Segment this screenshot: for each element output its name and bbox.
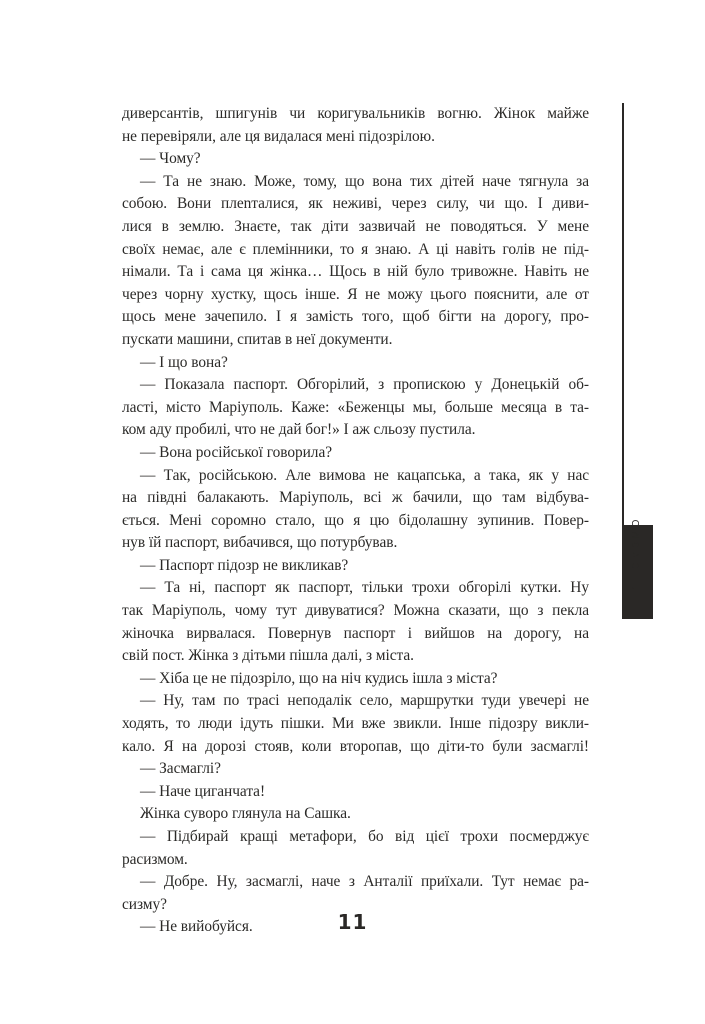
text-line: — Показала паспорт. Обгорілий, з пропиcкою у Донецькій об- [140,376,589,394]
text-line: кало. Я на дорозі стояв, коли второпав, що діти-то були засмаглі! [122,737,589,755]
text-line: расизмом. [122,850,188,868]
text-line: лися в землю. Знаєте, так діти зазвичай не поводяться. У мене [122,217,589,235]
text-line: — Вона російської говорила? [140,443,333,461]
text-line: — І що вона? [140,353,228,371]
chapter-label: 1. ОМЗМО [631,516,642,590]
text-line: — Підбирай кращі метафори, бо від цієї трохи посмерджує [140,828,589,845]
text-line: — Не вийобуйся. [140,918,253,936]
text-line: нув їй паспорт, вибачився, що потурбував. [122,534,398,552]
text-line: німали. Та і сама ця жінка… Щось в ній було тривожне. Навіть не [122,263,589,281]
text-line: — Ну, там по трасі неподалік село, маршрутки туди увечері не [140,692,589,710]
text-line: ходять, то люди ідуть пішки. Ми вже звикли. Інше підозру викли- [122,715,589,733]
text-line: — Добре. Ну, засмаглі, наче з Анталії приїхали. Тут немає ра- [140,873,589,891]
text-line: так Маріуполь, чому тут дивуватися? Можна сказати, що з пекла [122,602,589,620]
text-line: пускати машини, спитав в неї документи. [122,330,393,348]
text-line: диверсантів, шпигунів чи коригувальників вогню. Жінок майже [122,105,589,122]
text-line: — Так, російською. Але вимова не кацапська, а така, як у нас [140,466,589,484]
text-line: своїх немає, але є племінники, то я знаю. А ці навіть голів не під- [122,240,589,258]
text-line: — Та не знаю. Може, тому, що вона тих дітей наче тягнула за [140,172,589,190]
text-line: — Паспорт підозр не викликав? [140,556,349,574]
text-line: свій пост. Жінка з дітьми пішла далі, з міста. [122,647,414,665]
text-line: собою. Вони плenталися, як неживі, через силу, чи що. І диви- [122,195,589,213]
text-line: Жінка суворо глянула на Сашка. [140,805,351,823]
text-line: ласті, місто Маріуполь. Каже: «Беженцы мы, больше месяца в та- [122,398,589,416]
text-line: не перевіряли, але ця видалася мені підозрілою. [122,127,435,145]
text-line: — Хіба це не підозріло, що на ніч кудись ішла з міста? [140,669,498,687]
text-line: — Чому? [140,150,201,168]
text-line: сизму? [122,895,167,913]
chapter-side-rule [622,103,624,525]
text-line: через чорну хустку, щось інше. Я не можу цього пояснити, але от [122,285,589,303]
text-line: — Наче циганчата! [140,782,266,800]
text-line: щось мене зачепило. І я замість того, щоб бігти на дорогу, про- [122,308,589,326]
page-number: 11 [337,910,368,934]
text-line: на півдні балакають. Маріуполь, всі ж бачили, що там відбува- [122,489,589,507]
text-line: ється. Мені соромно стало, що я цю бідолашну зупинив. Повер- [122,511,589,529]
text-line: ком аду пробилі, что не дай бог!» І аж сльозу пустила. [122,421,476,439]
text-line: — Та ні, паспорт як паспорт, тільки трохи обгорілі кутки. Ну [140,579,589,597]
page-body-text [122,103,589,939]
text-line: жіночка вирвалася. Повернув паспорт і вийшов на дорогу, на [122,624,589,642]
text-line: — Засмаглі? [140,760,221,778]
